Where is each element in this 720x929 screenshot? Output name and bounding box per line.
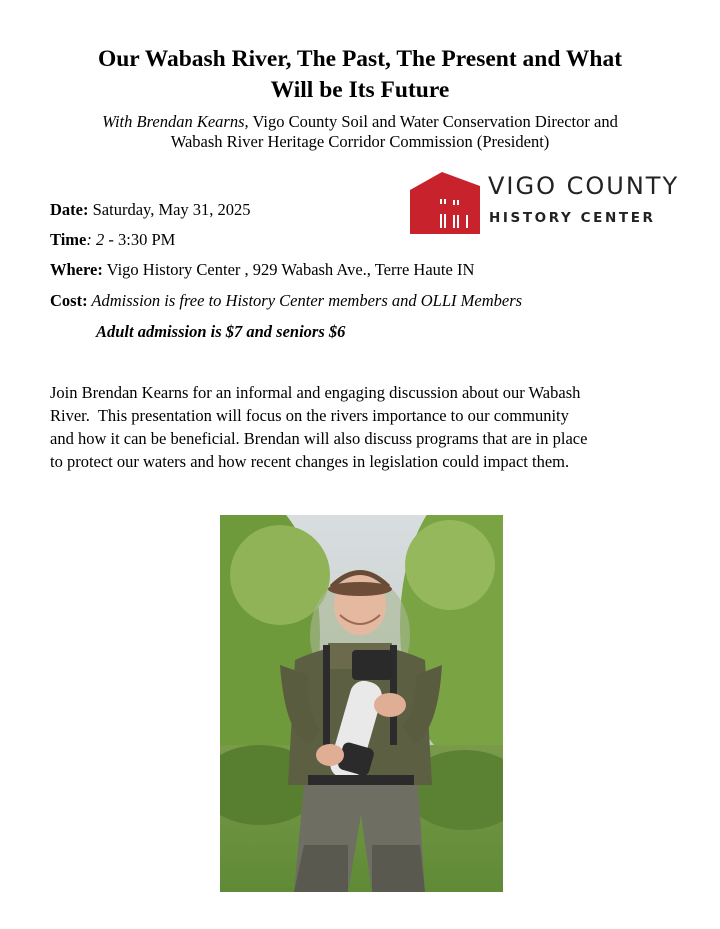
where-label: Where: [50, 260, 103, 279]
time-label: Time [50, 230, 87, 249]
subtitle-line-1 [40, 112, 680, 132]
history-center-logo [408, 166, 683, 238]
presenter-photo-illustration [220, 515, 503, 892]
date-value: Saturday, May 31, 2025 [88, 200, 251, 219]
building-icon [408, 166, 488, 238]
where-value: Vigo History Center , 929 Wabash Ave., Terre Haute IN [102, 260, 475, 279]
description-line-3: and how it can be beneficial. Brendan will also discuss programs that are in place [50, 429, 588, 448]
presenter-name: With Brendan Kearns, [102, 112, 249, 131]
description-line-2: River. This presentation will focus on the rivers importance to our community [50, 406, 569, 425]
presenter-subtitle [40, 112, 680, 152]
date-row [50, 200, 251, 220]
date-label: Date: [50, 200, 89, 219]
time-start: 2 [91, 230, 105, 249]
presenter-role-1: Vigo County Soil and Water Conservation Director and [248, 112, 618, 131]
title-line-1: Our Wabash River, The Past, The Present and What [97, 46, 623, 72]
event-title [40, 44, 680, 106]
title-line-2: Will be Its Future [270, 77, 450, 103]
logo-text-history-center: HISTORY CENTER [489, 210, 656, 226]
description-line-4: to protect our waters and how recent changes in legislation could impact them. [50, 452, 570, 471]
description [50, 381, 680, 473]
where-row [50, 260, 474, 280]
presenter-photo [220, 515, 503, 892]
logo-text-vigo-county: VIGO COUNTY [488, 172, 680, 200]
adult-admission: Adult admission is $7 and seniors $6 [96, 322, 346, 341]
time-row [50, 230, 175, 250]
cost-label: Cost: [50, 291, 88, 310]
time-rest: - 3:30 PM [104, 230, 176, 249]
presenter-role-2: Wabash River Heritage Corridor Commission (President) [170, 132, 550, 151]
time-colon: : [86, 230, 92, 249]
cost-row [50, 291, 522, 311]
cost-value: Admission is free to History Center members and OLLI Members [87, 291, 523, 310]
description-line-1: Join Brendan Kearns for an informal and engaging discussion about our Wabash [50, 383, 581, 402]
